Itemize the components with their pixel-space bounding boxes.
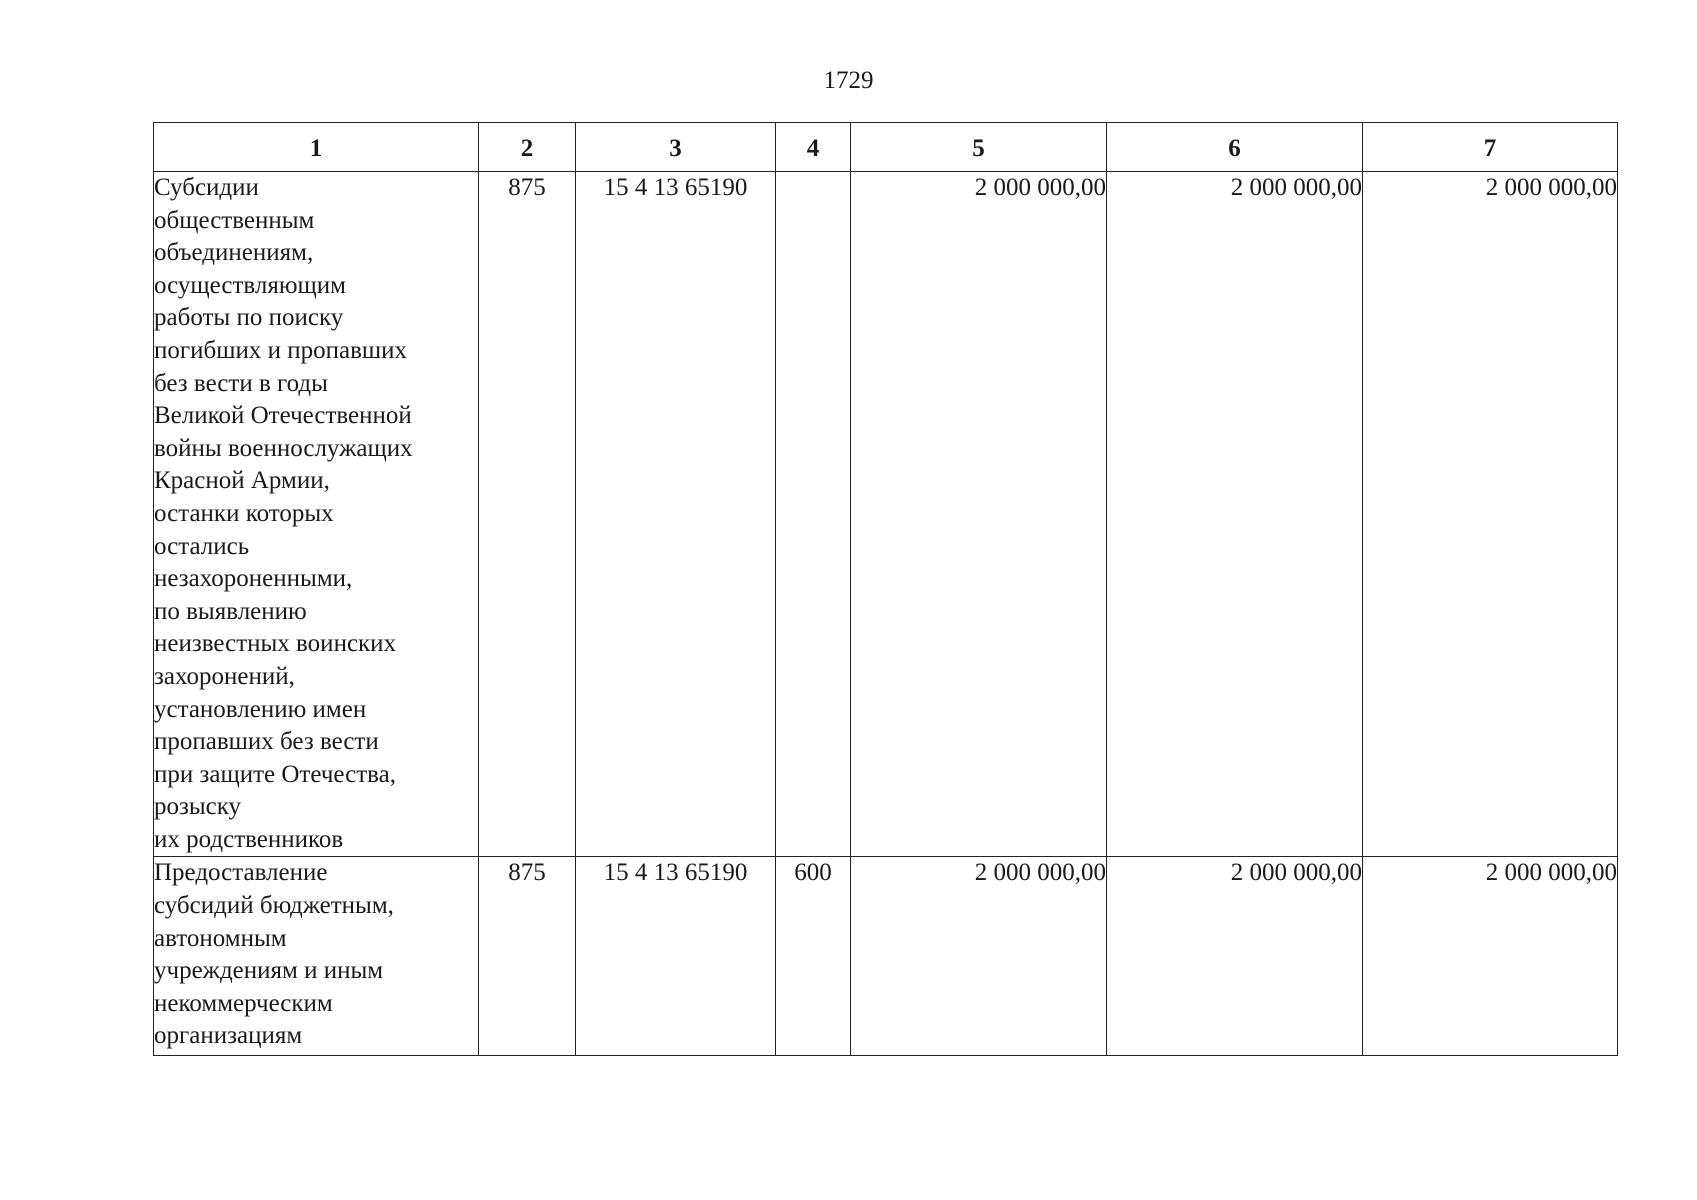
header-col-6: 6: [1107, 123, 1363, 172]
name-line: субсидий бюджетным,: [154, 892, 394, 920]
name-line: захоронений,: [154, 662, 295, 690]
name-line: Предоставление: [154, 859, 328, 887]
name-line: установлению имен: [154, 695, 367, 723]
name-line: автономным: [154, 924, 287, 952]
row-1-col-7-cell: 2 000 000,00: [1363, 172, 1618, 857]
header-col-4: 4: [776, 123, 851, 172]
name-line: некоммерческим: [154, 989, 333, 1017]
name-line: работы по поиску: [154, 304, 344, 332]
row-1-col-2-cell: 875: [479, 172, 576, 857]
name-line: осуществляющим: [154, 271, 346, 299]
name-line: Красной Армии,: [154, 467, 330, 495]
row-2-name-cell: [154, 857, 479, 1056]
row-2-col-4-cell: 600: [776, 857, 851, 1056]
name-line: при защите Отечества,: [154, 760, 396, 788]
name-line: незахороненными,: [154, 565, 353, 593]
row-1-name-cell: [154, 172, 479, 857]
header-row: [154, 123, 1618, 172]
name-line: учреждениям и иным: [154, 957, 384, 985]
name-line: Великой Отечественной: [154, 402, 412, 430]
name-line: их родственников: [154, 825, 344, 853]
row-1-col-6-cell: 2 000 000,00: [1107, 172, 1363, 857]
row-1-col-5-cell: 2 000 000,00: [851, 172, 1107, 857]
name-line: розыску: [154, 793, 242, 821]
name-line: остались: [154, 532, 250, 560]
header-col-2: 2: [479, 123, 576, 172]
name-line: объединениям,: [154, 239, 314, 267]
name-line: останки которых: [154, 499, 334, 527]
table-row: [154, 172, 1618, 857]
header-col-3: 3: [576, 123, 776, 172]
row-2-col-6-cell: 2 000 000,00: [1107, 857, 1363, 1056]
row-1-col-4-cell: [776, 172, 851, 857]
name-line: войны военнослужащих: [154, 434, 413, 462]
row-2-col-2-cell: 875: [479, 857, 576, 1056]
name-line: неизвестных воинских: [154, 630, 397, 658]
name-line: организациям: [154, 1022, 303, 1050]
row-2-col-5-cell: 2 000 000,00: [851, 857, 1107, 1056]
name-line: Субсидии: [154, 174, 259, 201]
name-line: пропавших без вести: [154, 728, 379, 756]
budget-table: [153, 122, 1618, 1056]
name-line: по выявлению: [154, 597, 307, 625]
header-col-5: 5: [851, 123, 1107, 172]
name-line: погибших и пропавших: [154, 336, 408, 364]
name-line: без вести в годы: [154, 369, 328, 397]
name-line: общественным: [154, 206, 315, 234]
header-col-1: 1: [154, 123, 479, 172]
page-number: 1729: [823, 67, 874, 94]
table-row: [154, 857, 1618, 1056]
row-2-col-7-cell: 2 000 000,00: [1363, 857, 1618, 1056]
row-1-col-3-cell: 15 4 13 65190: [576, 172, 776, 857]
header-col-7: 7: [1363, 123, 1618, 172]
row-2-col-3-cell: 15 4 13 65190: [576, 857, 776, 1056]
